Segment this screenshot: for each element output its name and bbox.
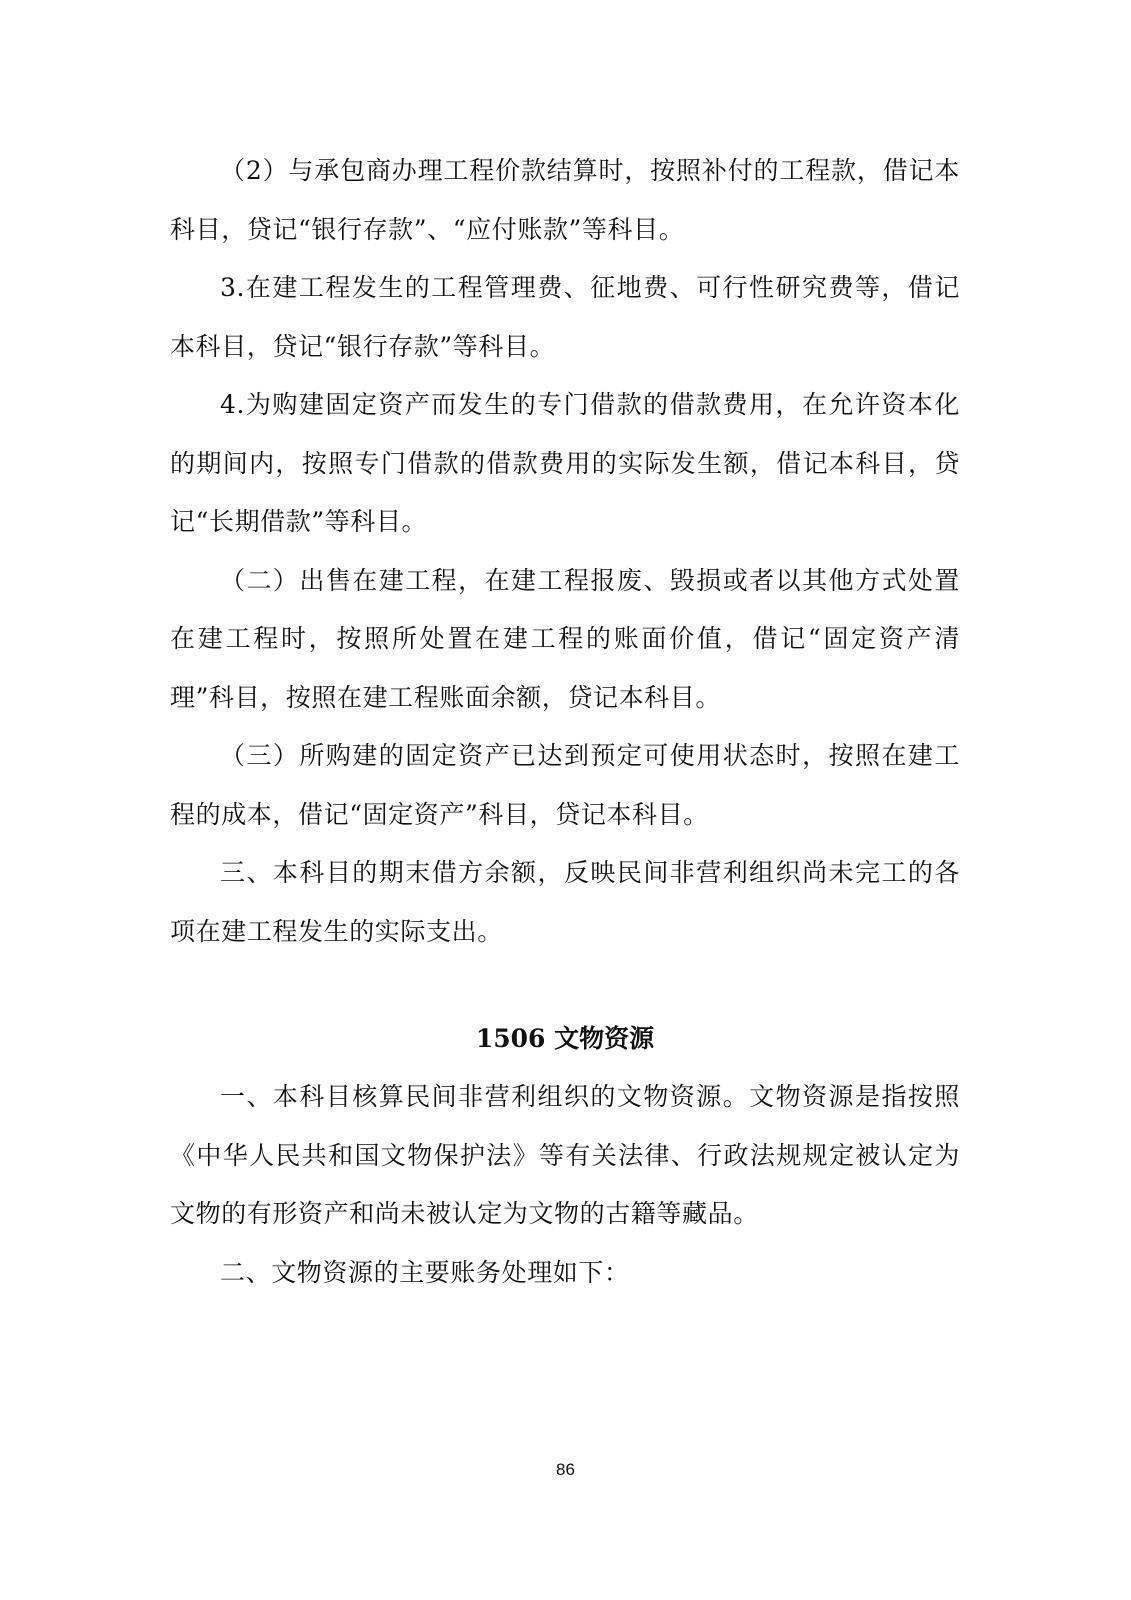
paragraph-settlement: （2）与承包商办理工程价款结算时，按照补付的工程款，借记本科目，贷记“银行存款”、“应付账款”等科目。 [170,156,960,244]
paragraph-disposal: （二）出售在建工程，在建工程报废、毁损或者以其他方式处置在建工程时，按照所处置在建工程的账面价值，借记“固定资产清理”科目，按照在建工程账面余额，贷记本科目。 [170,565,960,712]
paragraph-management-fees: 3.在建工程发生的工程管理费、征地费、可行性研究费等，借记本科目，贷记“银行存款”等科目。 [170,273,960,361]
paragraph-cultural-relics-definition: 一、本科目核算民间非营利组织的文物资源。文物资源是指按照《中华人民共和国文物保护法》等有关法律、行政法规规定被认定为文物的有形资产和尚未被认定为文物的古籍等藏品。 [170,1082,960,1228]
body-text-block [170,142,960,961]
section-body-block [170,1068,960,1302]
paragraph-accounting-treatment: 二、文物资源的主要账务处理如下： [220,1257,630,1287]
paragraph-borrowing-costs: 4.为购建固定资产而发生的专门借款的借款费用，在允许资本化的期间内，按照专门借款的借款费用的实际发生额，借记本科目，贷记“长期借款”等科目。 [170,390,960,536]
page-number: 86 [556,1460,575,1479]
paragraph-ending-balance: 三、本科目的期末借方余额，反映民间非营利组织尚未完工的各项在建工程发生的实际支出。 [170,858,960,946]
section-title: 1506 文物资源 [475,1024,655,1053]
paragraph-completion: （三）所购建的固定资产已达到预定可使用状态时，按照在建工程的成本，借记“固定资产”科目，贷记本科目。 [170,741,960,829]
